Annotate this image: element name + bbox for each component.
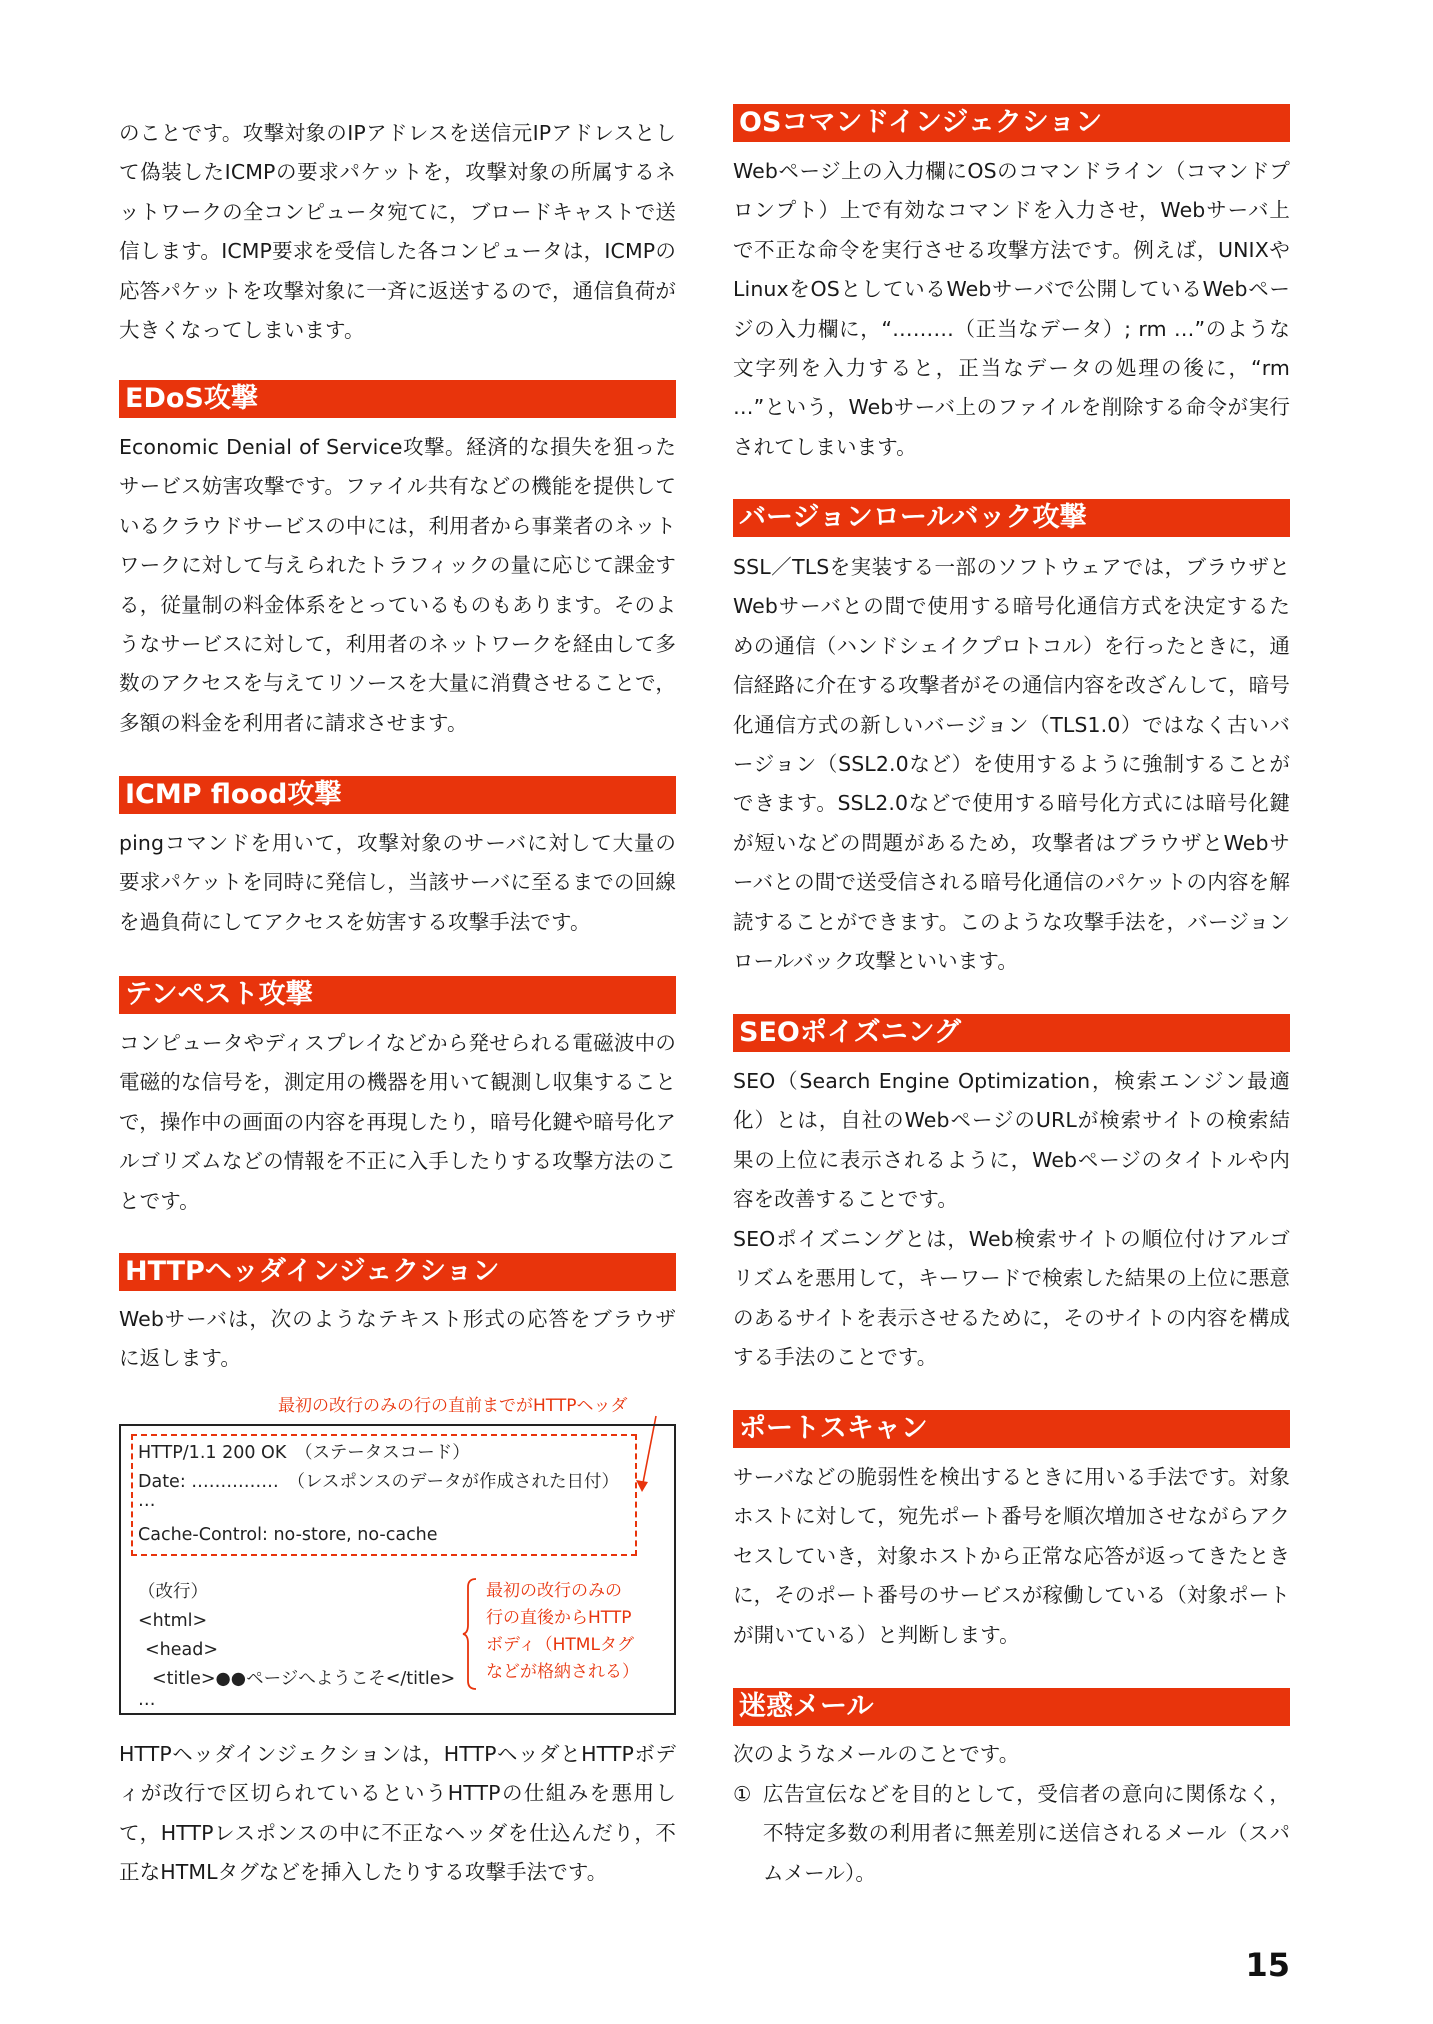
http-response-figure [119, 1424, 676, 1715]
http-after-paragraph: HTTPヘッダインジェクションは，HTTPヘッダとHTTPボディが改行で区切られているというHTTPの仕組みを悪用して，HTTPレスポンスの中に不正なヘッダを仕込んだり，不正なHTMLタグなどを挿入したりする攻撃手法です。 [119, 1742, 676, 1885]
heading-http-header-injection: HTTPヘッダインジェクション [119, 1253, 676, 1291]
code-ellipsis-line-2: … [138, 1690, 156, 1710]
body-brace-icon [462, 1577, 480, 1691]
page-number: 15 [1245, 1946, 1290, 1984]
rollback-paragraph: SSL／TLSを実装する一部のソフトウェアでは，ブラウザとWebサーバとの間で使用する暗号化通信方式を決定するための通信（ハンドシェイクプロトコル）を行ったときに，通信経路に介在する攻撃者がその通信内容を改ざんして，暗号化通信方式の新しいバージョン（TLS1.0）ではなく古いバージョン（SSL2.0など）を使用するように強制することができます。SSL2.0などで使用する暗号化方式には暗号化鍵が短いなどの問題があるため，攻撃者はブラウザとWebサーバとの間で送受信される暗号化通信のパケットの内容を解読することができます。このような攻撃手法を，バージョンロールバック攻撃といいます。 [733, 555, 1290, 974]
code-head-line: <head> [145, 1640, 219, 1660]
code-ellipsis-line: … [138, 1491, 156, 1511]
heading-icmp-flood: ICMP flood攻撃 [119, 776, 676, 814]
code-cache-line: Cache-Control: no-store, no-cache [138, 1525, 438, 1545]
seo-paragraph-2: SEOポイズニングとは，Web検索サイトの順位付けアルゴリズムを悪用して，キーワードで検索した結果の上位に悪意のあるサイトを表示させるために，そのサイトの内容を構成する手法のことです。 [733, 1227, 1290, 1370]
os-paragraph: Webページ上の入力欄にOSのコマンドライン（コマンドプロンプト）上で有効なコマンドを入力させ，Webサーバ上で不正な命令を実行させる攻撃方法です。例えば，UNIXやLinuxをOSとしているWebサーバで公開しているWebページの入力欄に，“………（正当なデータ）; rm …”のような文字列を入力すると，正当なデータの処理の後に，“rm …”という，Webサーバ上のファイルを削除する命令が実行されてしまいます。 [733, 159, 1290, 459]
body-note-4: などが格納される） [486, 1662, 639, 1682]
code-status-line: HTTP/1.1 200 OK （ステータスコード） [138, 1443, 470, 1463]
heading-seo-poisoning: SEOポイズニング [733, 1014, 1290, 1052]
edos-paragraph: Economic Denial of Service攻撃。経済的な損失を狙ったサービス妨害攻撃です。ファイル共有などの機能を提供しているクラウドサービスの中には，利用者から事業者のネットワークに対して与えられたトラフィックの量に応じて課金する，従量制の料金体系をとっているものもあります。そのようなサービスに対して，利用者のネットワークを経由して多数のアクセスを与えてリソースを大量に消費させることで，多額の料金を利用者に請求させます。 [119, 435, 676, 735]
tempest-paragraph: コンピュータやディスプレイなどから発せられる電磁波中の電磁的な信号を，測定用の機器を用いて観測し収集することで，操作中の画面の内容を再現したり，暗号化鍵や暗号化アルゴリズムなどの情報を不正に入手したりする攻撃方法のことです。 [119, 1031, 676, 1213]
heading-edos: EDoS攻撃 [119, 380, 676, 418]
spam-paragraph: 次のようなメールのことです。 [733, 1742, 1020, 1766]
http-intro-paragraph: Webサーバは，次のようなテキスト形式の応答をブラウザに返します。 [119, 1307, 676, 1371]
spam-list-item [733, 1775, 1290, 1893]
heading-os-command-injection: OSコマンドインジェクション [733, 104, 1290, 142]
code-title-line: <title>●●ページへようこそ</title> [152, 1669, 456, 1689]
code-date-line: Date: …………… （レスポンスのデータが作成された日付） [138, 1472, 619, 1492]
header-note: 最初の改行のみの行の直前までがHTTPヘッダ [278, 1396, 628, 1416]
code-html-line: <html> [138, 1611, 208, 1631]
heading-spam-mail: 迷惑メール [733, 1688, 1290, 1726]
list-number: ① [733, 1782, 752, 1806]
heading-tempest: テンペスト攻撃 [119, 976, 676, 1014]
icmp-paragraph: pingコマンドを用いて，攻撃対象のサーバに対して大量の要求パケットを同時に発信し，当該サーバに至るまでの回線を過負荷にしてアクセスを妨害する攻撃手法です。 [119, 831, 676, 934]
body-note-3: ボディ（HTMLタグ [486, 1635, 634, 1655]
body-note-1: 最初の改行のみの [486, 1581, 622, 1601]
seo-paragraph-1: SEO（Search Engine Optimization，検索エンジン最適化）とは，自社のWebページのURLが検索サイトの検索結果の上位に表示されるように，Webページのタイトルや内容を改善することです。 [733, 1069, 1290, 1212]
portscan-paragraph: サーバなどの脆弱性を検出するときに用いる手法です。対象ホストに対して，宛先ポート番号を順次増加させながらアクセスしていき，対象ホストから正常な応答が返ってきたときに，そのポート番号のサービスが稼働している（対象ポートが開いている）と判断します。 [733, 1465, 1290, 1647]
spam-item-text: 広告宣伝などを目的として，受信者の意向に関係なく，不特定多数の利用者に無差別に送信されるメール（スパムメール）。 [763, 1782, 1290, 1885]
code-newline-line: （改行） [138, 1582, 208, 1602]
intro-paragraph: のことです。攻撃対象のIPアドレスを送信元IPアドレスとして偽装したICMPの要求パケットを，攻撃対象の所属するネットワークの全コンピュータ宛てに，ブロードキャストで送信します。ICMP要求を受信した各コンピュータは，ICMPの応答パケットを攻撃対象に一斉に返送するので，通信負荷が大きくなってしまいます。 [119, 121, 676, 343]
body-note-2: 行の直後からHTTP [486, 1608, 632, 1628]
heading-port-scan: ポートスキャン [733, 1410, 1290, 1448]
heading-version-rollback: バージョンロールバック攻撃 [733, 499, 1290, 537]
